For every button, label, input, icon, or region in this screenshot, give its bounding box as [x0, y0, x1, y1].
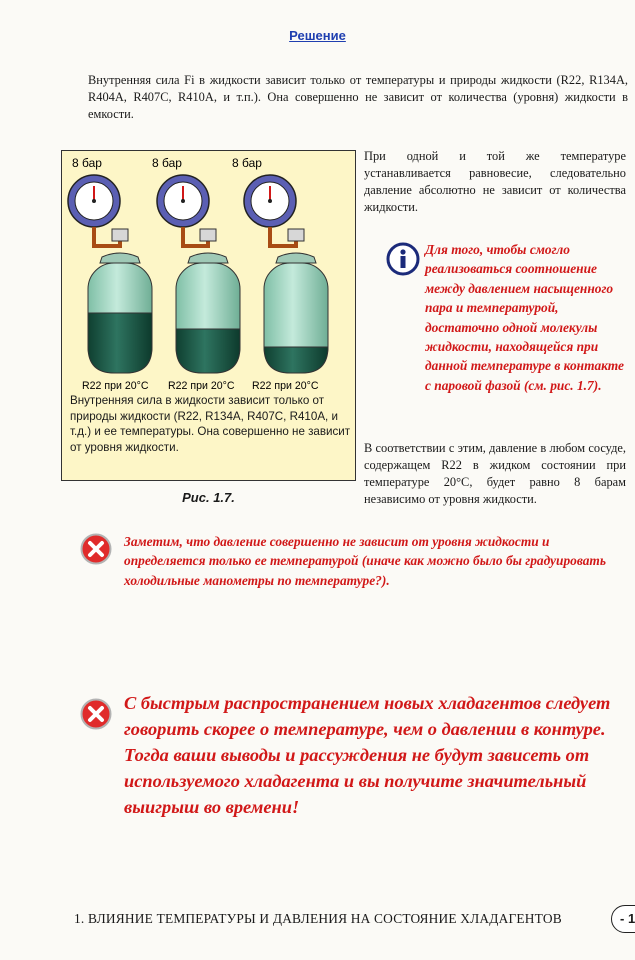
assembly-2: [157, 175, 240, 373]
chapter-footer: 1. ВЛИЯНИЕ ТЕМПЕРАТУРЫ И ДАВЛЕНИЯ НА СОСТОЯНИЕ ХЛАДАГЕНТОВ: [74, 911, 562, 926]
warning-x-icon: [80, 533, 112, 565]
intro-paragraph: Внутренняя сила Fi в жидкости зависит только от температуры и природы жидкости (R22, R134A, R404A, R407C, R410A, и т.п.). Она совершенно не зависит от количества (уровня) жидкости в емкости.: [88, 73, 628, 121]
pressure-gauge-icon: [244, 175, 296, 227]
assembly-3: [244, 175, 328, 373]
bottle-label-2: R22 при 20°C: [168, 380, 235, 391]
pressure-label-2: 8 бар: [152, 156, 182, 170]
figure-1-7: [61, 150, 356, 481]
pressure-label-3: 8 бар: [232, 156, 262, 170]
info-note: Для того, чтобы смогло реализоваться соотношение между давлением насыщенного пара и температурой, достаточно одной молекулы жидкости, находящейся при данной температуре в контакте с паровой фазой (см. рис. 1.7).: [425, 242, 624, 393]
warning-note-1: Заметим, что давление совершенно не зависит от уровня жидкости и определяется только ее температурой (иначе как можно было бы градуировать холодильные манометры по температуре?).: [124, 534, 606, 588]
pressure-gauge-icon: [157, 175, 209, 227]
figure-caption: Рис. 1.7.: [182, 490, 235, 505]
figure-description: Внутренняя сила в жидкости зависит только от природы жидкости (R22, R134A, R407C, R410A, и т.д.) и ее температуры. Она совершенно не зависит от уровня жидкости.: [70, 394, 351, 454]
pressure-gauge-icon: [68, 175, 120, 227]
warning-x-icon: [80, 698, 112, 730]
page-number: - 1: [611, 905, 635, 933]
gauges-and-bottles-illustration: [62, 151, 357, 391]
warning-note-2: С быстрым распространением новых хладагентов следует говорить скорее о температуре, чем о давлении в контуре. Тогда ваши выводы и рассуждения не будут зависеть от используемого хладагента и вы получите значительный выигрыш во времени!: [124, 693, 611, 817]
equilibrium-paragraph: При одной и той же температуре устанавливается равновесие, следовательно давление абсолютно не зависит от количества жидкости.: [364, 149, 626, 214]
section-heading: Решение: [289, 28, 346, 43]
bottle-label-3: R22 при 20°C: [252, 380, 319, 391]
pressure-conclusion-paragraph: В соответствии с этим, давление в любом сосуде, содержащем R22 в жидком состоянии при температуре 20°C, будет равно 8 барам независимо от уровня жидкости.: [364, 441, 626, 506]
pressure-label-1: 8 бар: [72, 156, 102, 170]
info-icon: [386, 242, 420, 276]
bottle-label-1: R22 при 20°C: [82, 380, 149, 391]
assembly-1: [68, 175, 152, 373]
